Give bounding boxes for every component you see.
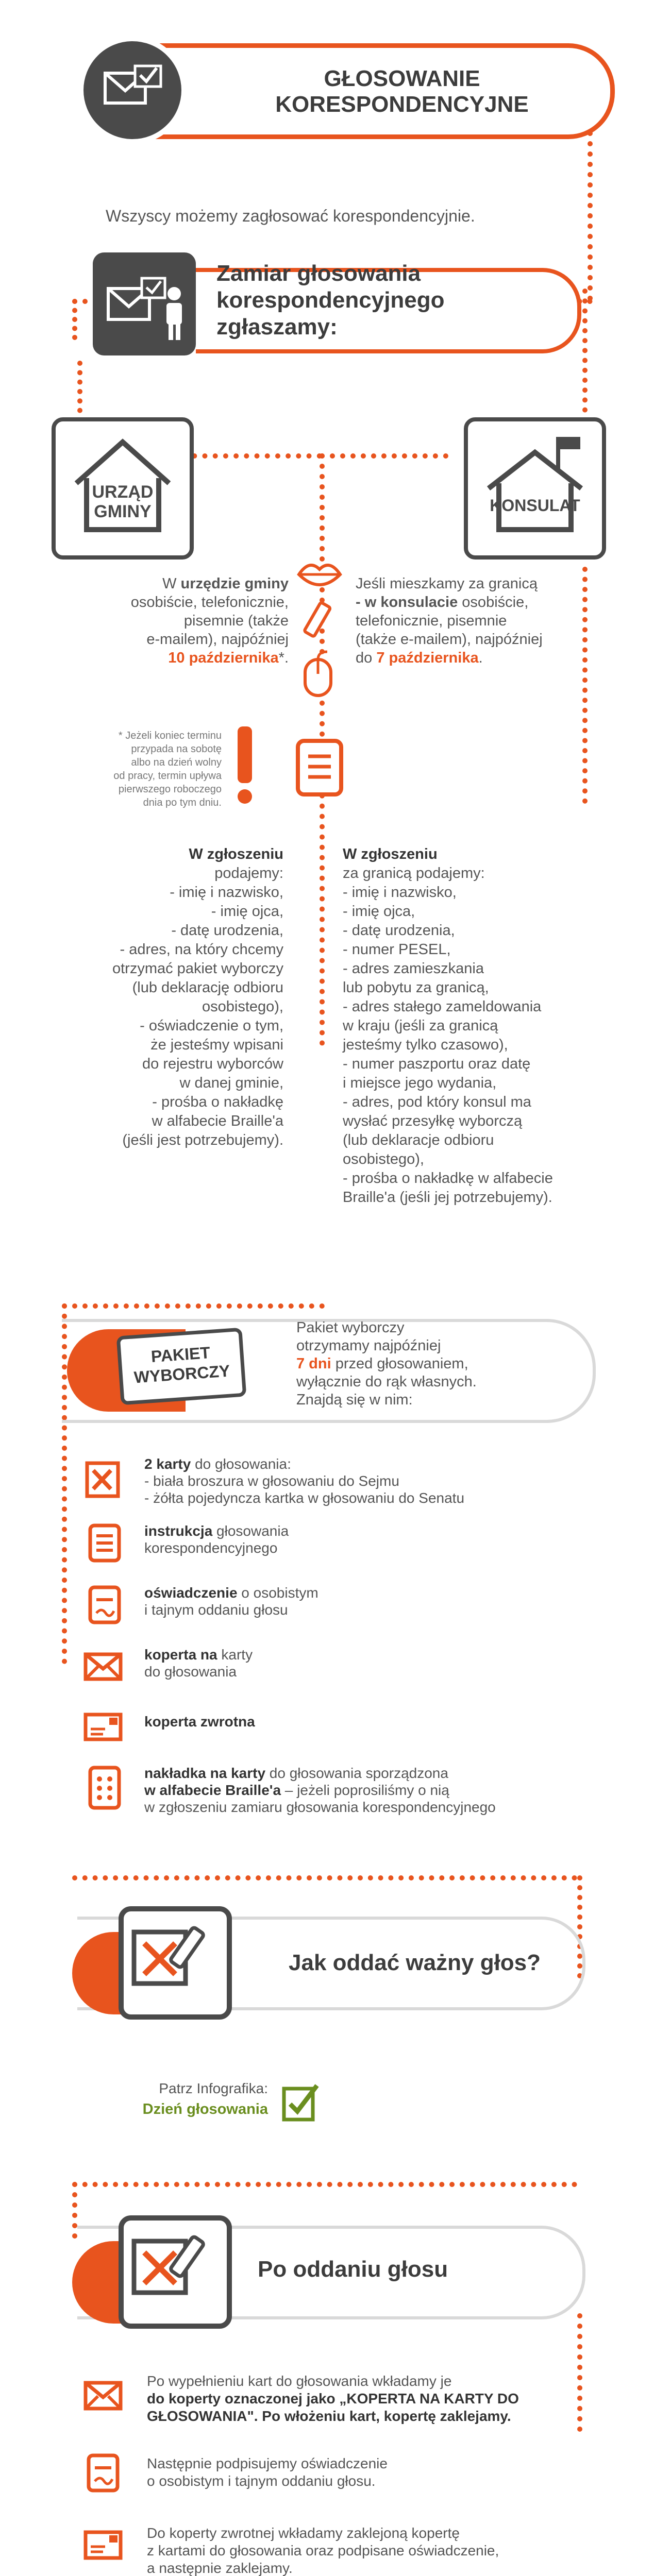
connector xyxy=(72,2182,577,2187)
declaration-icon xyxy=(82,2452,124,2494)
return-envelope-icon xyxy=(82,2527,124,2563)
braille-icon xyxy=(84,1765,125,1811)
content-icon-2 xyxy=(84,1522,125,1564)
office-label: URZĄD GMINY xyxy=(92,482,154,521)
content-item-1: 2 karty do głosowania: - biała broszura w głosowaniu do Sejmu - żółta pojedyncza kartka w głosowaniu do Senatu xyxy=(144,1456,465,1506)
instruction-icon xyxy=(84,1522,125,1564)
office-box xyxy=(52,417,194,560)
ballot-cross-icon xyxy=(84,1458,125,1499)
envelope-check-icon xyxy=(83,41,181,139)
office-text: W urzędzie gminy osobiście, telefonicznie, pisemnie (także e-mailem), najpóźniej 10 października*. xyxy=(130,575,289,666)
content-icon-5 xyxy=(82,1706,124,1748)
content-item-4: koperta na karty do głosowania xyxy=(144,1647,253,1680)
envelope-person-icon xyxy=(93,252,196,355)
document-icon xyxy=(294,737,345,799)
consulate-text: Jeśli mieszkamy za granicą - w konsulacie osobiście, telefonicznie, pisemnie (także e-mailem), najpóźniej do 7 października. xyxy=(356,575,543,666)
envelope-icon xyxy=(82,2378,124,2414)
connector xyxy=(77,361,82,422)
package-tag: PAKIET WYBORCZY xyxy=(116,1328,247,1405)
after-vote-icon-box xyxy=(119,2215,232,2329)
connector xyxy=(72,2182,77,2239)
connector xyxy=(588,131,593,301)
intent-icon-box xyxy=(93,252,196,355)
ballot-pen-icon xyxy=(124,2221,216,2313)
after-vote-title: Po oddaniu głosu xyxy=(258,2257,448,2282)
see-infographic: Patrz Infografika: xyxy=(159,2080,268,2096)
content-item-6: nakładka na karty do głosowania sporządzona w alfabecie Braille'a – jeżeli poprosiliśmy o nią w zgłoszeniu zamiaru głosowania korespondencyjnego xyxy=(144,1765,496,1815)
valid-vote-icon-box xyxy=(119,1906,232,2020)
intro-text: Wszyscy możemy zagłosować korespondencyjnie. xyxy=(106,207,475,225)
return-envelope-icon xyxy=(82,1706,124,1748)
after-step-1: Po wypełnieniu kart do głosowania wkładamy je do koperty oznaczonej jako „KOPERTA NA KARTY DO GŁOSOWANIA". Po włożeniu kart, kopertę zaklejamy. xyxy=(147,2373,519,2424)
header-title: GŁOSOWANIE KORESPONDENCYJNE xyxy=(275,66,529,117)
flag-building-icon xyxy=(468,421,602,555)
connector xyxy=(582,567,588,804)
connector xyxy=(62,1303,325,1309)
footnote: * Jeżeli koniec terminu przypada na sobotę albo na dzień wolny od pracy, termin upływa pierwszego roboczego dnia po tym dniu. xyxy=(113,730,222,808)
content-icon-4 xyxy=(82,1646,124,1687)
ballot-check-icon xyxy=(281,2081,322,2123)
exclamation-icon xyxy=(234,726,255,804)
content-item-5: koperta zwrotna xyxy=(144,1714,255,1730)
content-item-3: oświadczenie o osobistym i tajnym oddaniu głosu xyxy=(144,1585,318,1618)
content-icon-3 xyxy=(84,1584,125,1625)
content-icon-6 xyxy=(84,1765,125,1811)
left-requirements: W zgłoszeniu podajemy: - imię i nazwisko, - imię ojca, - datę urodzenia, - adres, na który chcemy otrzymać pakiet wyborczy (lub deklarację odbioru osobistego), - oświadczenie o tym, że jesteśmy wpisani do rejestru wyborców w danej gminie, - prośba o nakładkę w alfabecie Braille'a (jeśli jest potrzebujemy). xyxy=(112,846,283,1148)
mouse-icon xyxy=(299,649,340,701)
declaration-icon xyxy=(84,1584,125,1625)
voting-day-link[interactable]: Dzień głosowania xyxy=(142,2101,268,2117)
connector xyxy=(582,289,588,422)
intent-title: Zamiar głosowania korespondencyjnego zgłaszamy: xyxy=(216,261,445,340)
consulate-label: KONSULAT xyxy=(490,496,580,515)
after-step-3: Do koperty zwrotnej wkładamy zaklejoną kopertę z kartami do głosowania oraz podpisane oświadczenie, a następnie zaklejamy. xyxy=(147,2525,499,2576)
content-item-2: instrukcja głosowania korespondencyjnego xyxy=(144,1523,289,1556)
after-step-2: Następnie podpisujemy oświadczenie o osobistym i tajnym oddaniu głosu. xyxy=(147,2455,388,2489)
right-requirements: W zgłoszeniu za granicą podajemy: - imię i nazwisko, - imię ojca, - datę urodzenia, - numer PESEL, - adres zamieszkania lub pobytu za granicą, - adres stałego zameldowania w kraju (jeśli za granicą jesteśmy tylko czasowo), - numer paszportu oraz datę i miejsce jego wydania, - adres, pod który konsul ma wysłać przesyłkę wyborczą (lub deklaracje odbioru osobistego), - prośba o nakładkę w alfabecie Braille'a (jeśli jej potrzebujemy). xyxy=(343,846,553,1206)
lips-icon xyxy=(296,556,343,592)
connector xyxy=(72,1875,577,1880)
content-icon-1 xyxy=(84,1458,125,1499)
connector xyxy=(320,453,448,459)
consulate-box xyxy=(464,417,606,560)
connector xyxy=(72,299,77,340)
pen-icon xyxy=(296,598,343,644)
valid-vote-title: Jak oddać ważny głos? xyxy=(289,1950,541,1975)
package-text: Pakiet wyborczy otrzymamy najpóźniej 7 dni przed głosowaniem, wyłącznie do rąk własnych. Znajdą się w nim: xyxy=(296,1319,477,1408)
envelope-icon xyxy=(82,1646,124,1687)
header-icon-circle xyxy=(78,36,187,144)
ballot-pen-icon xyxy=(124,1911,216,2004)
